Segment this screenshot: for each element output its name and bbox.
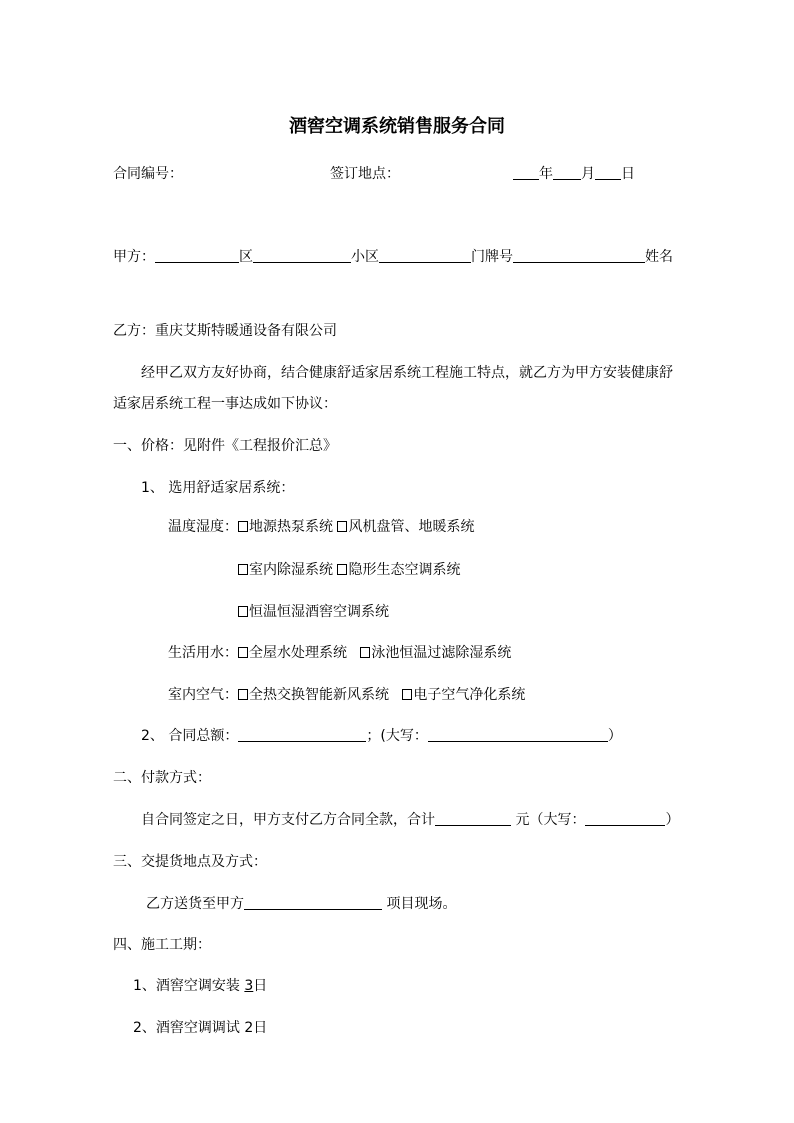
checkbox-fresh-air[interactable] <box>238 689 248 700</box>
month-blank[interactable] <box>553 165 581 180</box>
temp-humidity-label: 温度湿度： <box>168 519 238 535</box>
total-amount-caps-label: ；(大写： <box>366 728 428 744</box>
day-label: 日 <box>621 166 635 182</box>
section-delivery-heading: 三、交提货地点及方式： <box>113 854 267 870</box>
checkbox-water[interactable] <box>238 647 248 658</box>
total-amount-label: 2、 合同总额： <box>141 728 239 744</box>
payment-caps-blank[interactable] <box>585 811 665 826</box>
year-blank[interactable] <box>513 165 539 180</box>
date-field <box>513 165 635 183</box>
total-amount-caps-blank[interactable] <box>428 727 608 742</box>
air-label: 室内空气： <box>168 687 238 703</box>
option-fan-coil: 风机盘管、地暖系统 <box>348 519 475 535</box>
intro-line-2: 适家居系统工程一事达成如下协议： <box>113 396 337 412</box>
party-a-label: 甲方： <box>113 249 155 265</box>
section-payment-heading: 二、付款方式： <box>113 770 211 786</box>
signing-place-label: 签订地点： <box>330 166 400 182</box>
option-pool: 泳池恒温过滤除湿系统 <box>371 645 512 661</box>
option-fresh-air: 全热交换智能新风系统 <box>249 687 389 703</box>
option-geo-heat-pump: 地源热泵系统 <box>249 519 333 535</box>
name-blank[interactable] <box>513 248 645 263</box>
install-days-unit: 日 <box>253 978 268 994</box>
system-select-item: 1、 选用舒适家居系统： <box>141 480 295 496</box>
option-cellar-ac: 恒温恒湿酒窖空调系统 <box>249 604 389 620</box>
checkbox-dehum[interactable] <box>238 564 248 575</box>
door-blank[interactable] <box>379 248 471 263</box>
name-label: 姓名 <box>645 249 673 265</box>
month-label: 月 <box>581 166 595 182</box>
district-label: 区 <box>239 249 253 265</box>
option-dehumidify: 室内除湿系统 <box>249 562 333 578</box>
payment-caps-label: 元（大写： <box>515 812 586 828</box>
dehum-row <box>238 561 460 579</box>
total-amount-row <box>141 727 622 745</box>
door-number-label: 门牌号 <box>471 249 513 265</box>
delivery-text-row <box>146 895 456 913</box>
contract-title: 酒窖空调系统销售服务合同 <box>289 116 505 137</box>
checkbox-hidden-ac[interactable] <box>337 564 347 575</box>
community-blank[interactable] <box>253 248 351 263</box>
delivery-text: 乙方送货至甲方 <box>146 896 244 912</box>
debug-days-row: 2、酒窖空调调试 2日 <box>133 1020 268 1036</box>
checkbox-fan-coil[interactable] <box>337 521 347 532</box>
delivery-project-site: 项目现场。 <box>386 896 457 912</box>
party-a-row <box>113 248 673 266</box>
party-b: 乙方：重庆艾斯特暖通设备有限公司 <box>113 323 337 339</box>
option-water-treatment: 全屋水处理系统 <box>249 645 347 661</box>
checkbox-pool[interactable] <box>360 647 370 658</box>
section-price-heading: 一、价格：见附件《工程报价汇总》 <box>113 438 337 454</box>
checkbox-geo[interactable] <box>238 521 248 532</box>
cellar-row <box>238 603 389 621</box>
payment-close: ） <box>665 812 680 828</box>
checkbox-cellar[interactable] <box>238 606 248 617</box>
water-label: 生活用水： <box>168 645 238 661</box>
community-label: 小区 <box>351 249 379 265</box>
delivery-place-blank[interactable] <box>244 895 382 910</box>
total-amount-blank[interactable] <box>238 727 366 742</box>
payment-amount-blank[interactable] <box>435 811 511 826</box>
temp-humidity-row <box>168 518 474 536</box>
install-days: 3 <box>244 978 254 994</box>
air-row <box>168 686 525 704</box>
install-label: 1、酒窖空调安装 <box>133 978 240 994</box>
contract-number-label: 合同编号： <box>113 166 183 182</box>
payment-text-row <box>141 811 679 829</box>
total-amount-close: ） <box>607 728 622 744</box>
install-days-row <box>133 977 267 995</box>
payment-text: 自合同签定之日，甲方支付乙方合同全款，合计 <box>141 812 435 828</box>
checkbox-purify[interactable] <box>402 689 412 700</box>
option-air-purify: 电子空气净化系统 <box>413 687 526 703</box>
day-blank[interactable] <box>595 165 621 180</box>
year-label: 年 <box>539 166 553 182</box>
district-blank[interactable] <box>155 248 239 263</box>
water-row <box>168 644 511 662</box>
section-schedule-heading: 四、施工工期： <box>113 937 211 953</box>
intro-line-1: 经甲乙双方友好协商，结合健康舒适家居系统工程施工特点，就乙方为甲方安装健康舒 <box>141 365 673 381</box>
option-hidden-ac: 隐形生态空调系统 <box>348 562 461 578</box>
